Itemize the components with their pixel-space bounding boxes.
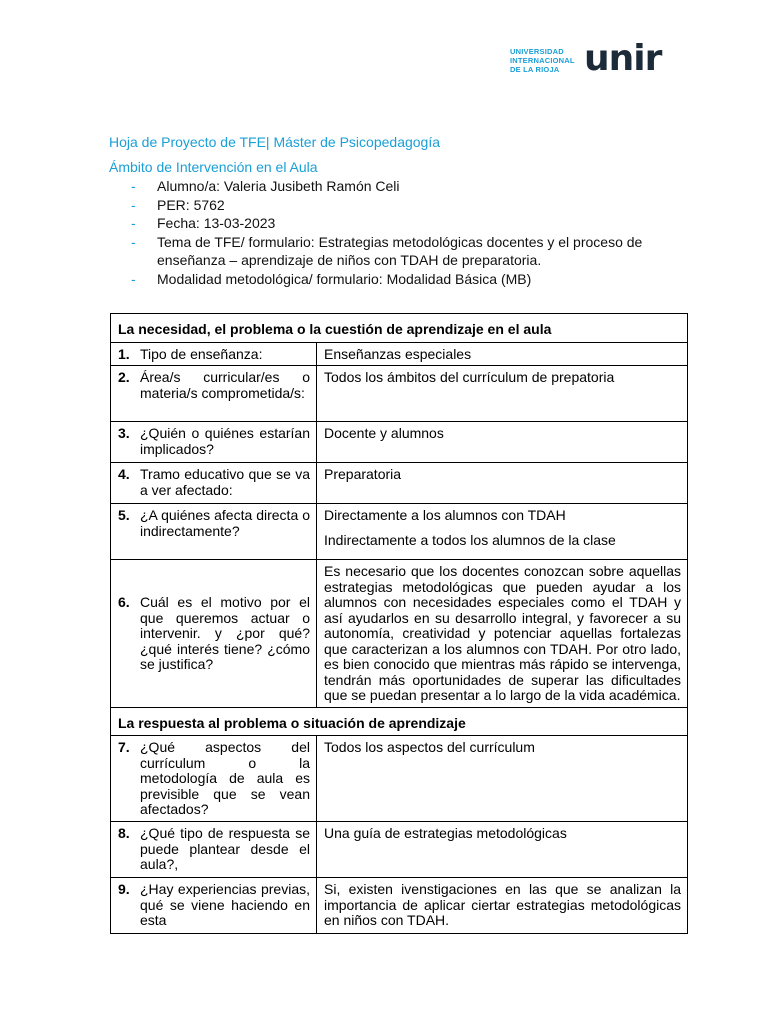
logo-university-name: UNIVERSIDAD INTERNACIONAL DE LA RIOJA xyxy=(510,47,575,74)
table-row xyxy=(111,736,688,822)
question-cell: 6. Cuál es el motivo por el que queremos actuar o intervenir. y ¿por qué? ¿qué interés tiene? ¿cómo se justifica? xyxy=(111,560,317,708)
logo-wordmark: unir xyxy=(584,38,662,79)
table-row xyxy=(111,560,688,708)
question-cell: 4. Tramo educativo que se va a ver afectado: xyxy=(111,463,317,504)
document-header xyxy=(109,133,689,288)
answer-cell: Preparatoria xyxy=(317,463,688,504)
list-item: - Tema de TFE/ formulario: Estrategias metodológicas docentes y el proceso de enseñanza – aprendizaje de niños con TDAH de preparatoria. xyxy=(131,233,643,268)
answer-cell: Directamente a los alumnos con TDAH Indirectamente a todos los alumnos de la clase xyxy=(317,504,688,560)
answer-cell: Docente y alumnos xyxy=(317,422,688,463)
question-cell: 3. ¿Quién o quiénes estarían implicados? xyxy=(111,422,317,463)
question-cell: 8. ¿Qué tipo de respuesta se puede plantear desde el aula?, xyxy=(111,822,317,878)
table-row xyxy=(111,342,688,366)
table-row xyxy=(111,422,688,463)
answer-cell: Enseñanzas especiales xyxy=(317,342,688,366)
list-item: - PER: 5762 xyxy=(131,196,225,213)
list-item: - Modalidad metodológica/ formulario: Modalidad Básica (MB) xyxy=(131,270,532,287)
answer-cell: Si, existen ivenstigaciones en las que se analizan la importancia de aplicar ciertar estrategias metodológicas en niños con TDAH. xyxy=(317,878,688,934)
table-row xyxy=(111,463,688,504)
table-row xyxy=(111,366,688,422)
section-heading-need: La necesidad, el problema o la cuestión de aprendizaje en el aula xyxy=(111,314,688,343)
answer-cell: Una guía de estrategias metodológicas xyxy=(317,822,688,878)
document-title: Hoja de Proyecto de TFE| Máster de Psicopedagogía xyxy=(109,134,441,150)
section-row xyxy=(111,707,688,736)
question-cell: 1. Tipo de enseñanza: xyxy=(111,342,317,366)
question-cell: 9. ¿Hay experiencias previas, qué se viene haciendo en esta xyxy=(111,878,317,934)
answer-cell: Es necesario que los docentes conozcan sobre aquellas estrategias metodológicas que pueden ayudar a los alumnos con necesidades especiales como el TDAH y así ayudarlos en su desarrollo integral, y favorecer a su autonomía, creatividad y potenciar aquellas fortalezas que caracterizan a los alumnos con TDAH. Por otro lado, es bien conocido que mientras más rápido se intervenga, tendrán más oportunidades de superar las dificultades que se puedan presentar a lo largo de la vida académica. xyxy=(317,560,688,708)
question-cell: 7. ¿Qué aspectos del currículum o la metodología de aula es previsible que se vean afectados? xyxy=(111,736,317,822)
question-cell: 2. Área/s curricular/es o materia/s comprometida/s: xyxy=(111,366,317,422)
section-row xyxy=(111,314,688,343)
table-row xyxy=(111,504,688,560)
unir-logo xyxy=(510,38,678,84)
section-heading-response: La respuesta al problema o situación de aprendizaje xyxy=(111,707,688,736)
project-table xyxy=(110,313,688,934)
list-item: - Alumno/a: Valeria Jusibeth Ramón Celi xyxy=(131,178,400,194)
document-subtitle: Ámbito de Intervención en el Aula xyxy=(109,159,318,175)
answer-cell: Todos los aspectos del currículum xyxy=(317,736,688,822)
table-row xyxy=(111,878,688,934)
header-info-list xyxy=(109,177,689,288)
question-cell: 5. ¿A quiénes afecta directa o indirectamente? xyxy=(111,504,317,560)
table-row xyxy=(111,822,688,878)
answer-cell: Todos los ámbitos del currículum de prepatoria xyxy=(317,366,688,422)
list-item: - Fecha: 13-03-2023 xyxy=(131,215,276,231)
